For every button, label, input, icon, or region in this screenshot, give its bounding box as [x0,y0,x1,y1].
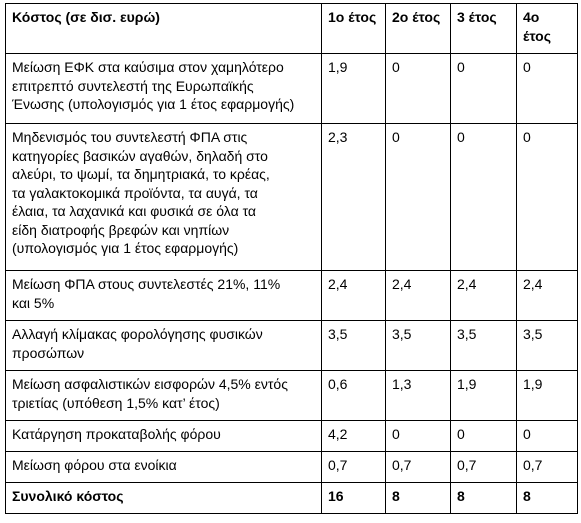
row-label: Αλλαγή κλίμακας φορολόγησης φυσικών προσώπων [6,321,322,371]
value-year-1: 0,6 [322,371,386,421]
value-year-2: 0 [386,54,451,124]
value-year-1: 4,2 [322,421,386,452]
cost-table [5,3,578,514]
value-year-2: 0 [386,421,451,452]
value-year-4: 1,9 [517,371,578,421]
value-year-1: 0,7 [322,452,386,483]
value-year-2: 0,7 [386,452,451,483]
value-year-1: 1,9 [322,54,386,124]
table-row [6,452,578,483]
value-year-4: 0 [517,421,578,452]
table-row [6,54,578,124]
value-year-1: 2,3 [322,124,386,271]
value-year-3: 2,4 [451,271,517,321]
header-year-4: 4ο έτος [517,4,578,54]
total-year-4: 8 [517,483,578,514]
value-year-3: 3,5 [451,321,517,371]
value-year-3: 1,9 [451,371,517,421]
header-year-2: 2ο έτος [386,4,451,54]
value-year-4: 3,5 [517,321,578,371]
row-label: Μηδενισμός του συντελεστή ΦΠΑ στις κατηγορίες βασικών αγαθών, δηλαδή στο αλεύρι, το ψωμί, τα δημητριακά, το κρέας, τα γαλακτοκομικά προϊόντα, τα αυγά, τα έλαια, τα λαχανικά και φυσικά σε όλα τα είδη διατροφής βρεφών και νηπίων (υπολογισμός για 1 έτος εφαρμογής) [6,124,322,271]
row-label: Μείωση ΕΦΚ στα καύσιμα στον χαμηλότερο επιτρεπτό συντελεστή της Ευρωπαϊκής Ένωσης (υπολογισμός για 1 έτος εφαρμογής) [6,54,322,124]
table-row [6,321,578,371]
row-label: Κατάργηση προκαταβολής φόρου [6,421,322,452]
total-year-2: 8 [386,483,451,514]
value-year-3: 0 [451,54,517,124]
row-label: Μείωση ασφαλιστικών εισφορών 4,5% εντός τριετίας (υπόθεση 1,5% κατ’ έτος) [6,371,322,421]
total-label: Συνολικό κόστος [6,483,322,514]
value-year-3: 0,7 [451,452,517,483]
header-year-1: 1ο έτος [322,4,386,54]
total-year-3: 8 [451,483,517,514]
total-year-1: 16 [322,483,386,514]
value-year-4: 2,4 [517,271,578,321]
table-row [6,421,578,452]
table-row [6,124,578,271]
header-cost: Κόστος (σε δισ. ευρώ) [6,4,322,54]
row-label: Μείωση ΦΠΑ στους συντελεστές 21%, 11% και 5% [6,271,322,321]
header-row [6,4,578,54]
value-year-2: 2,4 [386,271,451,321]
value-year-3: 0 [451,421,517,452]
value-year-1: 2,4 [322,271,386,321]
value-year-1: 3,5 [322,321,386,371]
total-row [6,483,578,514]
header-year-3: 3 έτος [451,4,517,54]
value-year-2: 1,3 [386,371,451,421]
value-year-3: 0 [451,124,517,271]
value-year-2: 0 [386,124,451,271]
row-label: Μείωση φόρου στα ενοίκια [6,452,322,483]
value-year-4: 0 [517,54,578,124]
table-row [6,271,578,321]
value-year-4: 0,7 [517,452,578,483]
value-year-4: 0 [517,124,578,271]
table-row [6,371,578,421]
value-year-2: 3,5 [386,321,451,371]
